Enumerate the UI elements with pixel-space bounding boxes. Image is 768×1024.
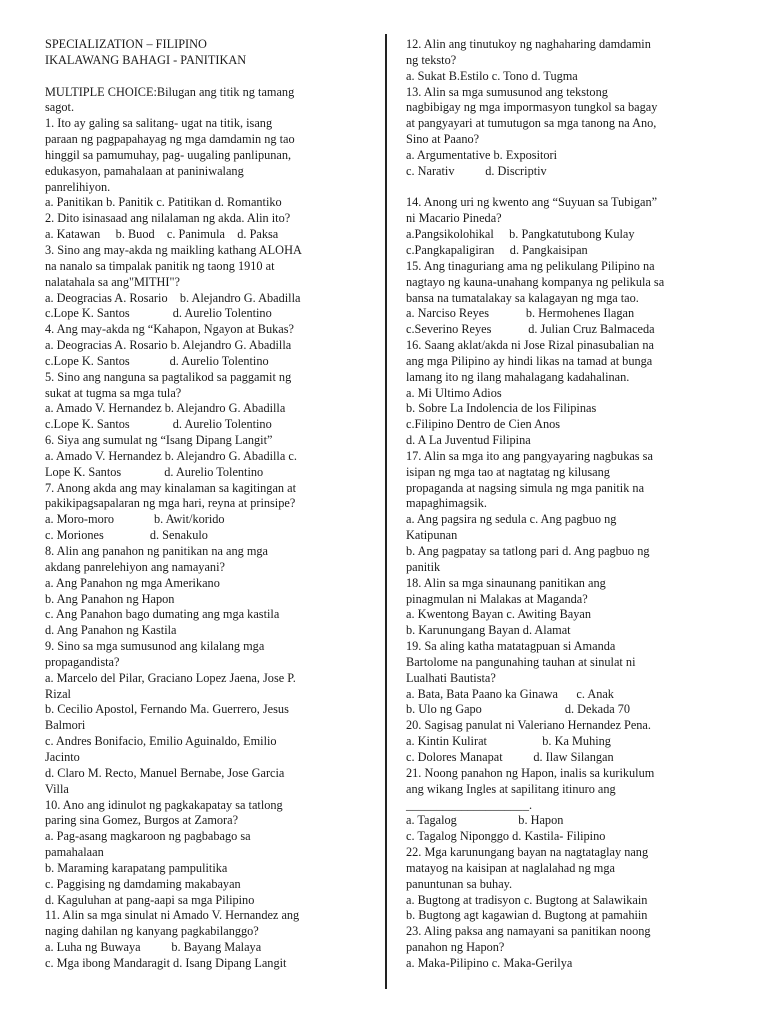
text-line: a. Narciso Reyes b. Hermohenes Ilagan — [406, 306, 635, 321]
text-line: pinagmulan ni Malakas at Maganda? — [406, 591, 588, 606]
text-line: propagandista? — [45, 654, 120, 669]
text-line: akdang panrelehiyon ang namayani? — [45, 559, 225, 574]
text-line: a. Kintin Kulirat b. Ka Muhing — [406, 734, 611, 749]
text-line: c. Narativ d. Discriptiv — [406, 163, 547, 178]
text-line: paring sina Gomez, Burgos at Zamora? — [45, 813, 239, 828]
text-line: Villa — [45, 781, 69, 796]
text-line: Bartolome na pangunahing tauhan at sinulat ni — [406, 654, 636, 669]
text-line: 23. Aling paksa ang namayani sa panitikan noong — [406, 924, 651, 939]
text-line: a. Maka-Pilipino c. Maka-Gerilya — [406, 955, 573, 970]
text-line: 2. Dito isinasaad ang nilalaman ng akda. Alin ito? — [45, 211, 291, 226]
text-line: 22. Mga karunungang bayan na nagtataglay nang — [406, 845, 649, 860]
text-line: MULTIPLE CHOICE:Bilugan ang titik ng tamang — [45, 84, 295, 99]
text-line: c. Dolores Manapat d. Ilaw Silangan — [406, 749, 614, 764]
blank-line — [45, 69, 370, 85]
text-line: d. Kaguluhan at pang-aapi sa mga Pilipino — [45, 892, 255, 907]
text-line: b. Bugtong agt kagawian d. Bugtong at pamahiin — [406, 908, 648, 923]
text-line: a.Pangsikolohikal b. Pangkatutubong Kulay — [406, 227, 635, 242]
text-line: 3. Sino ang may-akda ng maikling kathang ALOHA — [45, 242, 302, 257]
text-line: Rizal — [45, 686, 71, 701]
text-line: 14. Anong uri ng kwento ang “Suyuan sa Tubigan” — [406, 195, 658, 210]
text-line: ni Macario Pineda? — [406, 211, 502, 226]
text-line: Sino at Paano? — [406, 132, 480, 147]
text-line: c.Severino Reyes d. Julian Cruz Balmaceda — [406, 322, 655, 337]
text-line: pakikipagsapalaran ng mga hari, reyna at prinsipe? — [45, 496, 296, 511]
text-line: 17. Alin sa mga ito ang pangyayaring nagbukas sa — [406, 448, 653, 463]
text-line: 16. Saang aklat/akda ni Jose Rizal pinasubalian na — [406, 338, 654, 353]
text-line: 10. Ano ang idinulot ng pagkakapatay sa tatlong — [45, 797, 283, 812]
text-line: 9. Sino sa mga sumusunod ang kilalang mga — [45, 639, 265, 654]
left-column — [45, 37, 370, 972]
text-line: a. Katawan b. Buod c. Panimula d. Paksa — [45, 227, 279, 242]
text-line: bansa na tumatalakay sa kalagayan ng mga tao. — [406, 290, 639, 305]
text-line: c.Lope K. Santos d. Aurelio Tolentino — [45, 306, 272, 321]
text-line: 18. Alin sa mga sinaunang panitikan ang — [406, 575, 606, 590]
text-line: d. Ang Panahon ng Kastila — [45, 623, 177, 638]
text-line: a. Argumentative b. Expositori — [406, 147, 558, 162]
text-line: a. Moro-moro b. Awit/korido — [45, 512, 225, 527]
text-line: pamahalaan — [45, 845, 104, 860]
text-line: a. Sukat B.Estilo c. Tono d. Tugma — [406, 68, 578, 83]
text-line: nalatahala sa ang"MITHI"? — [45, 274, 180, 289]
text-line: Lualhati Bautista? — [406, 670, 496, 685]
text-line: a. Pag-asang magkaroon ng pagbabago sa — [45, 829, 251, 844]
text-line: a. Amado V. Hernandez b. Alejandro G. Abadilla c. — [45, 448, 297, 463]
text-line: SPECIALIZATION – FILIPINO — [45, 37, 207, 51]
text-line: ang mga Pilipino ay hindi likas na tamad at bunga — [406, 353, 653, 368]
right-column — [406, 37, 726, 972]
text-line: 21. Noong panahon ng Hapon, inalis sa kurikulum — [406, 765, 655, 780]
column-divider — [385, 34, 387, 989]
text-line: nagtayo ng kauna-unahang kompanya ng pelikula sa — [406, 274, 665, 289]
text-line: c. Mga ibong Mandaragit d. Isang Dipang Langit — [45, 955, 287, 970]
text-line: isipan ng mga tao at nagtatag ng kilusang — [406, 464, 610, 479]
text-line: b. Sobre La Indolencia de los Filipinas — [406, 401, 597, 416]
text-line: 19. Sa aling katha matatagpuan si Amanda — [406, 639, 616, 654]
text-line: nagbibigay ng mga impormasyon tungkol sa bagay — [406, 100, 658, 115]
text-line: naging dahilan ng kanyang pagkabilanggo? — [45, 924, 259, 939]
text-line: a. Tagalog b. Hapon — [406, 813, 564, 828]
text-line: 11. Alin sa mga sinulat ni Amado V. Hernandez ang — [45, 908, 300, 923]
text-line: a. Ang pagsira ng sedula c. Ang pagbuo ng — [406, 512, 617, 527]
text-line: c. Paggising ng damdaming makabayan — [45, 876, 241, 891]
text-line: 6. Siya ang sumulat ng “Isang Dipang Langit” — [45, 433, 273, 448]
text-line: matayog na kaisipan at naglalahad ng mga — [406, 860, 615, 875]
text-line: a. Mi Ultimo Adios — [406, 385, 502, 400]
text-line: a. Deogracias A. Rosario b. Alejandro G. Abadilla — [45, 290, 301, 305]
text-line: 12. Alin ang tinutukoy ng naghaharing damdamin — [406, 37, 651, 51]
text-line: ____________________. — [406, 797, 533, 812]
text-line: a. Deogracias A. Rosario b. Alejandro G. Abadilla — [45, 338, 292, 353]
text-line: mapaghimagsik. — [406, 496, 487, 511]
text-line: at pangyayari at tumutugon sa mga tanong na Ano, — [406, 116, 657, 131]
text-line: 13. Alin sa mga sumusunod ang tekstong — [406, 84, 608, 99]
text-line: propaganda at nagsing simula ng mga panitik na — [406, 480, 645, 495]
text-line: a. Bugtong at tradisyon c. Bugtong at Salawikain — [406, 892, 648, 907]
text-line: 1. Ito ay galing sa salitang- ugat na titik, isang — [45, 116, 273, 131]
text-line: a. Amado V. Hernandez b. Alejandro G. Abadilla — [45, 401, 286, 416]
text-line: c.Lope K. Santos d. Aurelio Tolentino — [45, 353, 269, 368]
text-line: panitik — [406, 559, 441, 574]
text-line: edukasyon, pamahalaan at paniniwalang — [45, 163, 244, 178]
text-line: 20. Sagisag panulat ni Valeriano Hernandez Pena. — [406, 718, 651, 733]
text-line: c.Lope K. Santos d. Aurelio Tolentino — [45, 417, 272, 432]
text-line: 7. Anong akda ang may kinalaman sa kagitingan at — [45, 480, 296, 495]
text-line: b. Ang pagpatay sa tatlong pari d. Ang pagbuo ng — [406, 544, 650, 558]
text-line: 5. Sino ang nanguna sa pagtalikod sa paggamit ng — [45, 369, 292, 384]
text-line: na nanalo sa timpalak panitik ng taong 1910 at — [45, 258, 275, 273]
text-line: sagot. — [45, 100, 75, 115]
text-line: c. Andres Bonifacio, Emilio Aguinaldo, Emilio — [45, 734, 277, 749]
text-line: b. Ulo ng Gapo d. Dekada 70 — [406, 702, 631, 717]
text-line: c. Moriones d. Senakulo — [45, 528, 208, 543]
text-line: a. Luha ng Buwaya b. Bayang Malaya — [45, 940, 262, 955]
text-line: lamang ito ng ilang mahalagang kadahalinan. — [406, 369, 630, 384]
text-line: panrelihiyon. — [45, 179, 111, 194]
blank-line — [406, 180, 726, 196]
text-line: c.Pangkapaligiran d. Pangkaisipan — [406, 242, 588, 257]
text-line: a. Panitikan b. Panitik c. Patitikan d. Romantiko — [45, 195, 282, 210]
text-line: c.Filipino Dentro de Cien Anos — [406, 417, 561, 432]
text-line: b. Maraming karapatang pampulitika — [45, 860, 228, 875]
text-line: IKALAWANG BAHAGI - PANITIKAN — [45, 52, 247, 67]
text-line: d. A La Juventud Filipina — [406, 433, 531, 448]
text-line: 4. Ang may-akda ng “Kahapon, Ngayon at Bukas? — [45, 322, 294, 337]
text-line: panahon ng Hapon? — [406, 940, 505, 955]
text-line: hinggil sa pamumuhay, pag- uugaling panlipunan, — [45, 147, 292, 162]
text-line: b. Karunungang Bayan d. Alamat — [406, 623, 571, 638]
text-line: sukat at tugma sa mga tula? — [45, 385, 182, 400]
text-line: b. Ang Panahon ng Hapon — [45, 591, 175, 606]
text-line: c. Ang Panahon bago dumating ang mga kastila — [45, 607, 280, 622]
text-line: ang wikang Ingles at sapilitang itinuro ang — [406, 781, 616, 796]
text-line: Lope K. Santos d. Aurelio Tolentino — [45, 464, 264, 479]
text-line: 8. Alin ang panahon ng panitikan na ang mga — [45, 544, 269, 558]
text-line: c. Tagalog Niponggo d. Kastila- Filipino — [406, 829, 606, 844]
text-line: a. Bata, Bata Paano ka Ginawa c. Anak — [406, 686, 614, 701]
text-line: Balmori — [45, 718, 86, 733]
text-line: b. Cecilio Apostol, Fernando Ma. Guerrero, Jesus — [45, 702, 289, 717]
text-line: a. Kwentong Bayan c. Awiting Bayan — [406, 607, 591, 622]
text-line: d. Claro M. Recto, Manuel Bernabe, Jose Garcia — [45, 765, 285, 780]
text-line: a. Ang Panahon ng mga Amerikano — [45, 575, 220, 590]
text-line: panuntunan sa buhay. — [406, 876, 513, 891]
text-line: ng teksto? — [406, 52, 457, 67]
text-line: a. Marcelo del Pilar, Graciano Lopez Jaena, Jose P. — [45, 670, 296, 685]
text-line: Jacinto — [45, 749, 80, 764]
text-line: paraan ng pagpapahayag ng mga damdamin ng tao — [45, 132, 295, 147]
text-line: Katipunan — [406, 528, 458, 543]
text-line: 15. Ang tinaguriang ama ng pelikulang Pilipino na — [406, 258, 655, 273]
